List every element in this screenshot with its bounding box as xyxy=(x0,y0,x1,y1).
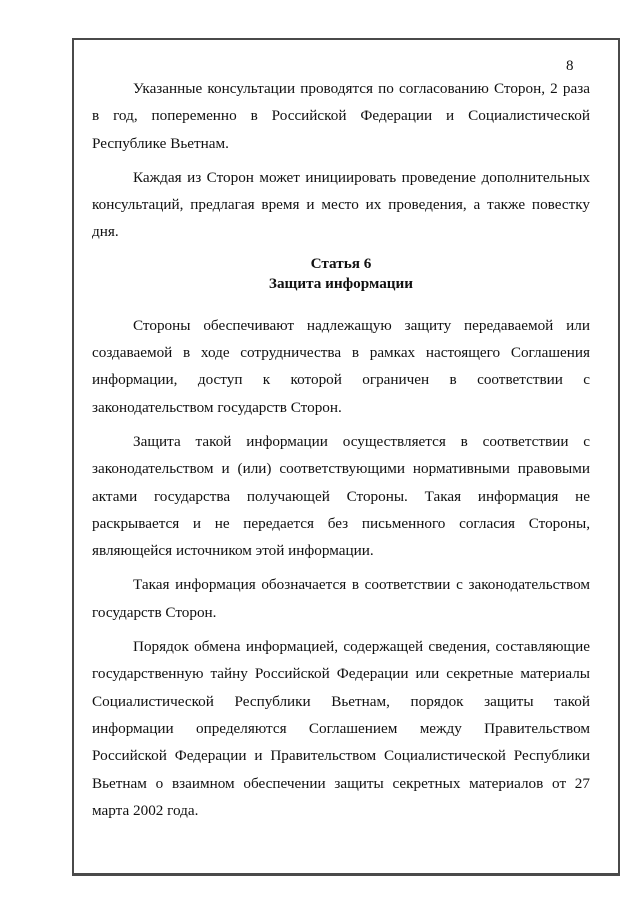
paragraph-protection-obligation: Стороны обеспечивают надлежащую защиту передаваемой или создаваемой в ходе сотрудничества в рамках настоящего Соглашения информации, доступ к которой ограничен в соответствии с законодательством государств Сторон. xyxy=(92,316,590,416)
article-number: Статья 6 xyxy=(310,254,372,272)
page-number: 8 xyxy=(566,58,574,74)
paragraph-protection-implementation: Защита такой информации осуществляется в соответствии с законодательством и (или) соответствующими нормативными правовыми актами государства получающей Стороны. Такая информация не раскрывается и не передается без письменного согласия Стороны, являющейся источником этой информации. xyxy=(92,432,590,560)
paragraph-consultations: Указанные консультации проводятся по согласованию Сторон, 2 раза в год, попеременно в Российской Федерации и Социалистической Республике Вьетнам. xyxy=(92,80,590,152)
article-heading xyxy=(92,254,590,294)
paragraph-additional-consultations: Каждая из Сторон может инициировать проведение дополнительных консультаций, предлагая время и место их проведения, а также повестку дня. xyxy=(92,168,590,241)
article-title: Защита информации xyxy=(268,274,414,292)
paragraph-state-secret-exchange: Порядок обмена информацией, содержащей сведения, составляющие государственную тайну Российской Федерации или секретные материалы Социалистической Республики Вьетнам, порядок защиты такой информации определяются Соглашением между Правительством Российской Федерации и Правительством Социалистической Республики Вьетнам о взаимном обеспечении защиты секретных материалов от 27 марта 2002 года. xyxy=(92,638,590,819)
paragraph-marking: Такая информация обозначается в соответствии с законодательством государств Сторон. xyxy=(92,576,590,621)
document-body xyxy=(92,75,590,831)
